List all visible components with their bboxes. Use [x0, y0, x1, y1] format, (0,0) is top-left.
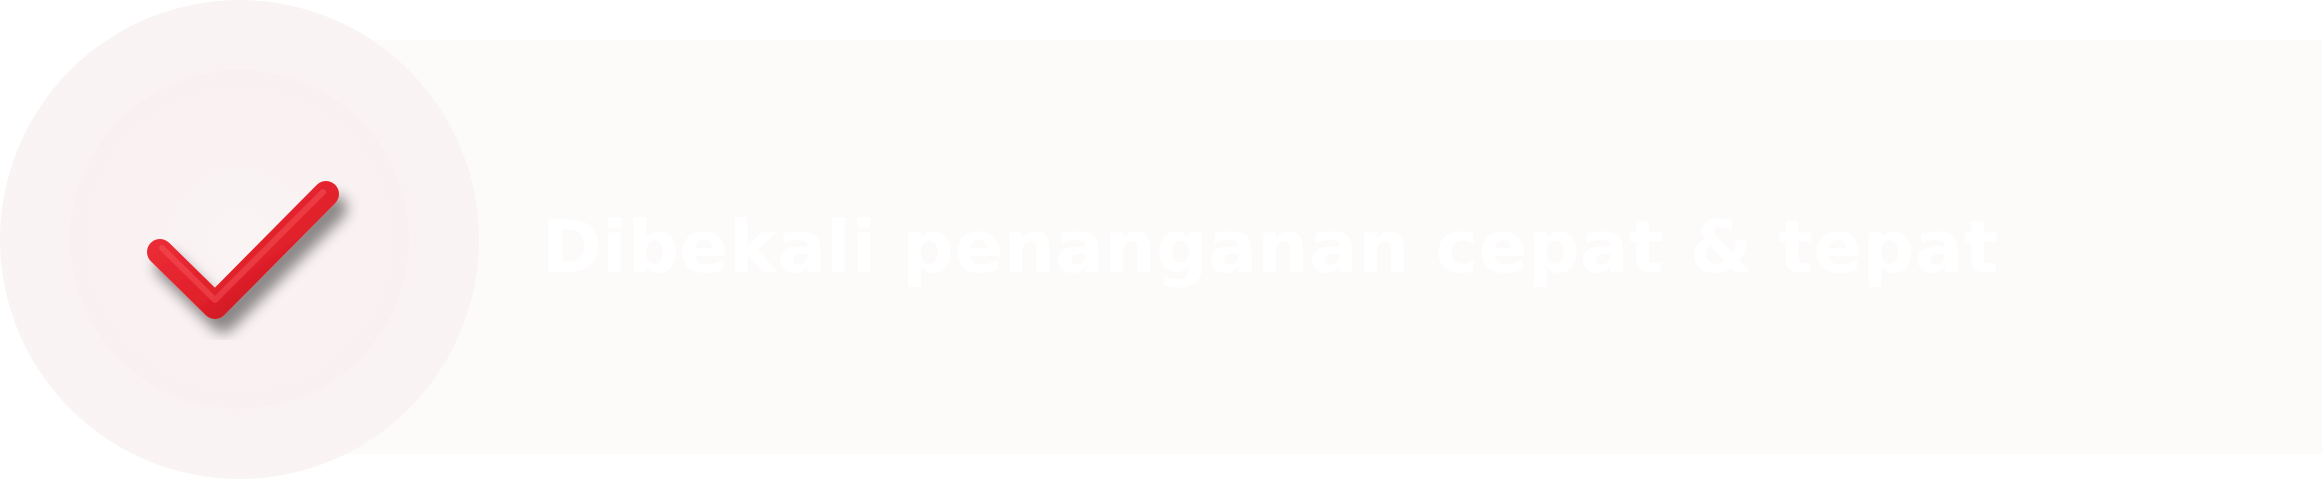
check-icon	[130, 160, 360, 340]
banner-message: Dibekali penanganan cepat & tepat	[542, 205, 1999, 289]
banner-panel	[240, 40, 2322, 454]
check-badge	[0, 0, 479, 479]
